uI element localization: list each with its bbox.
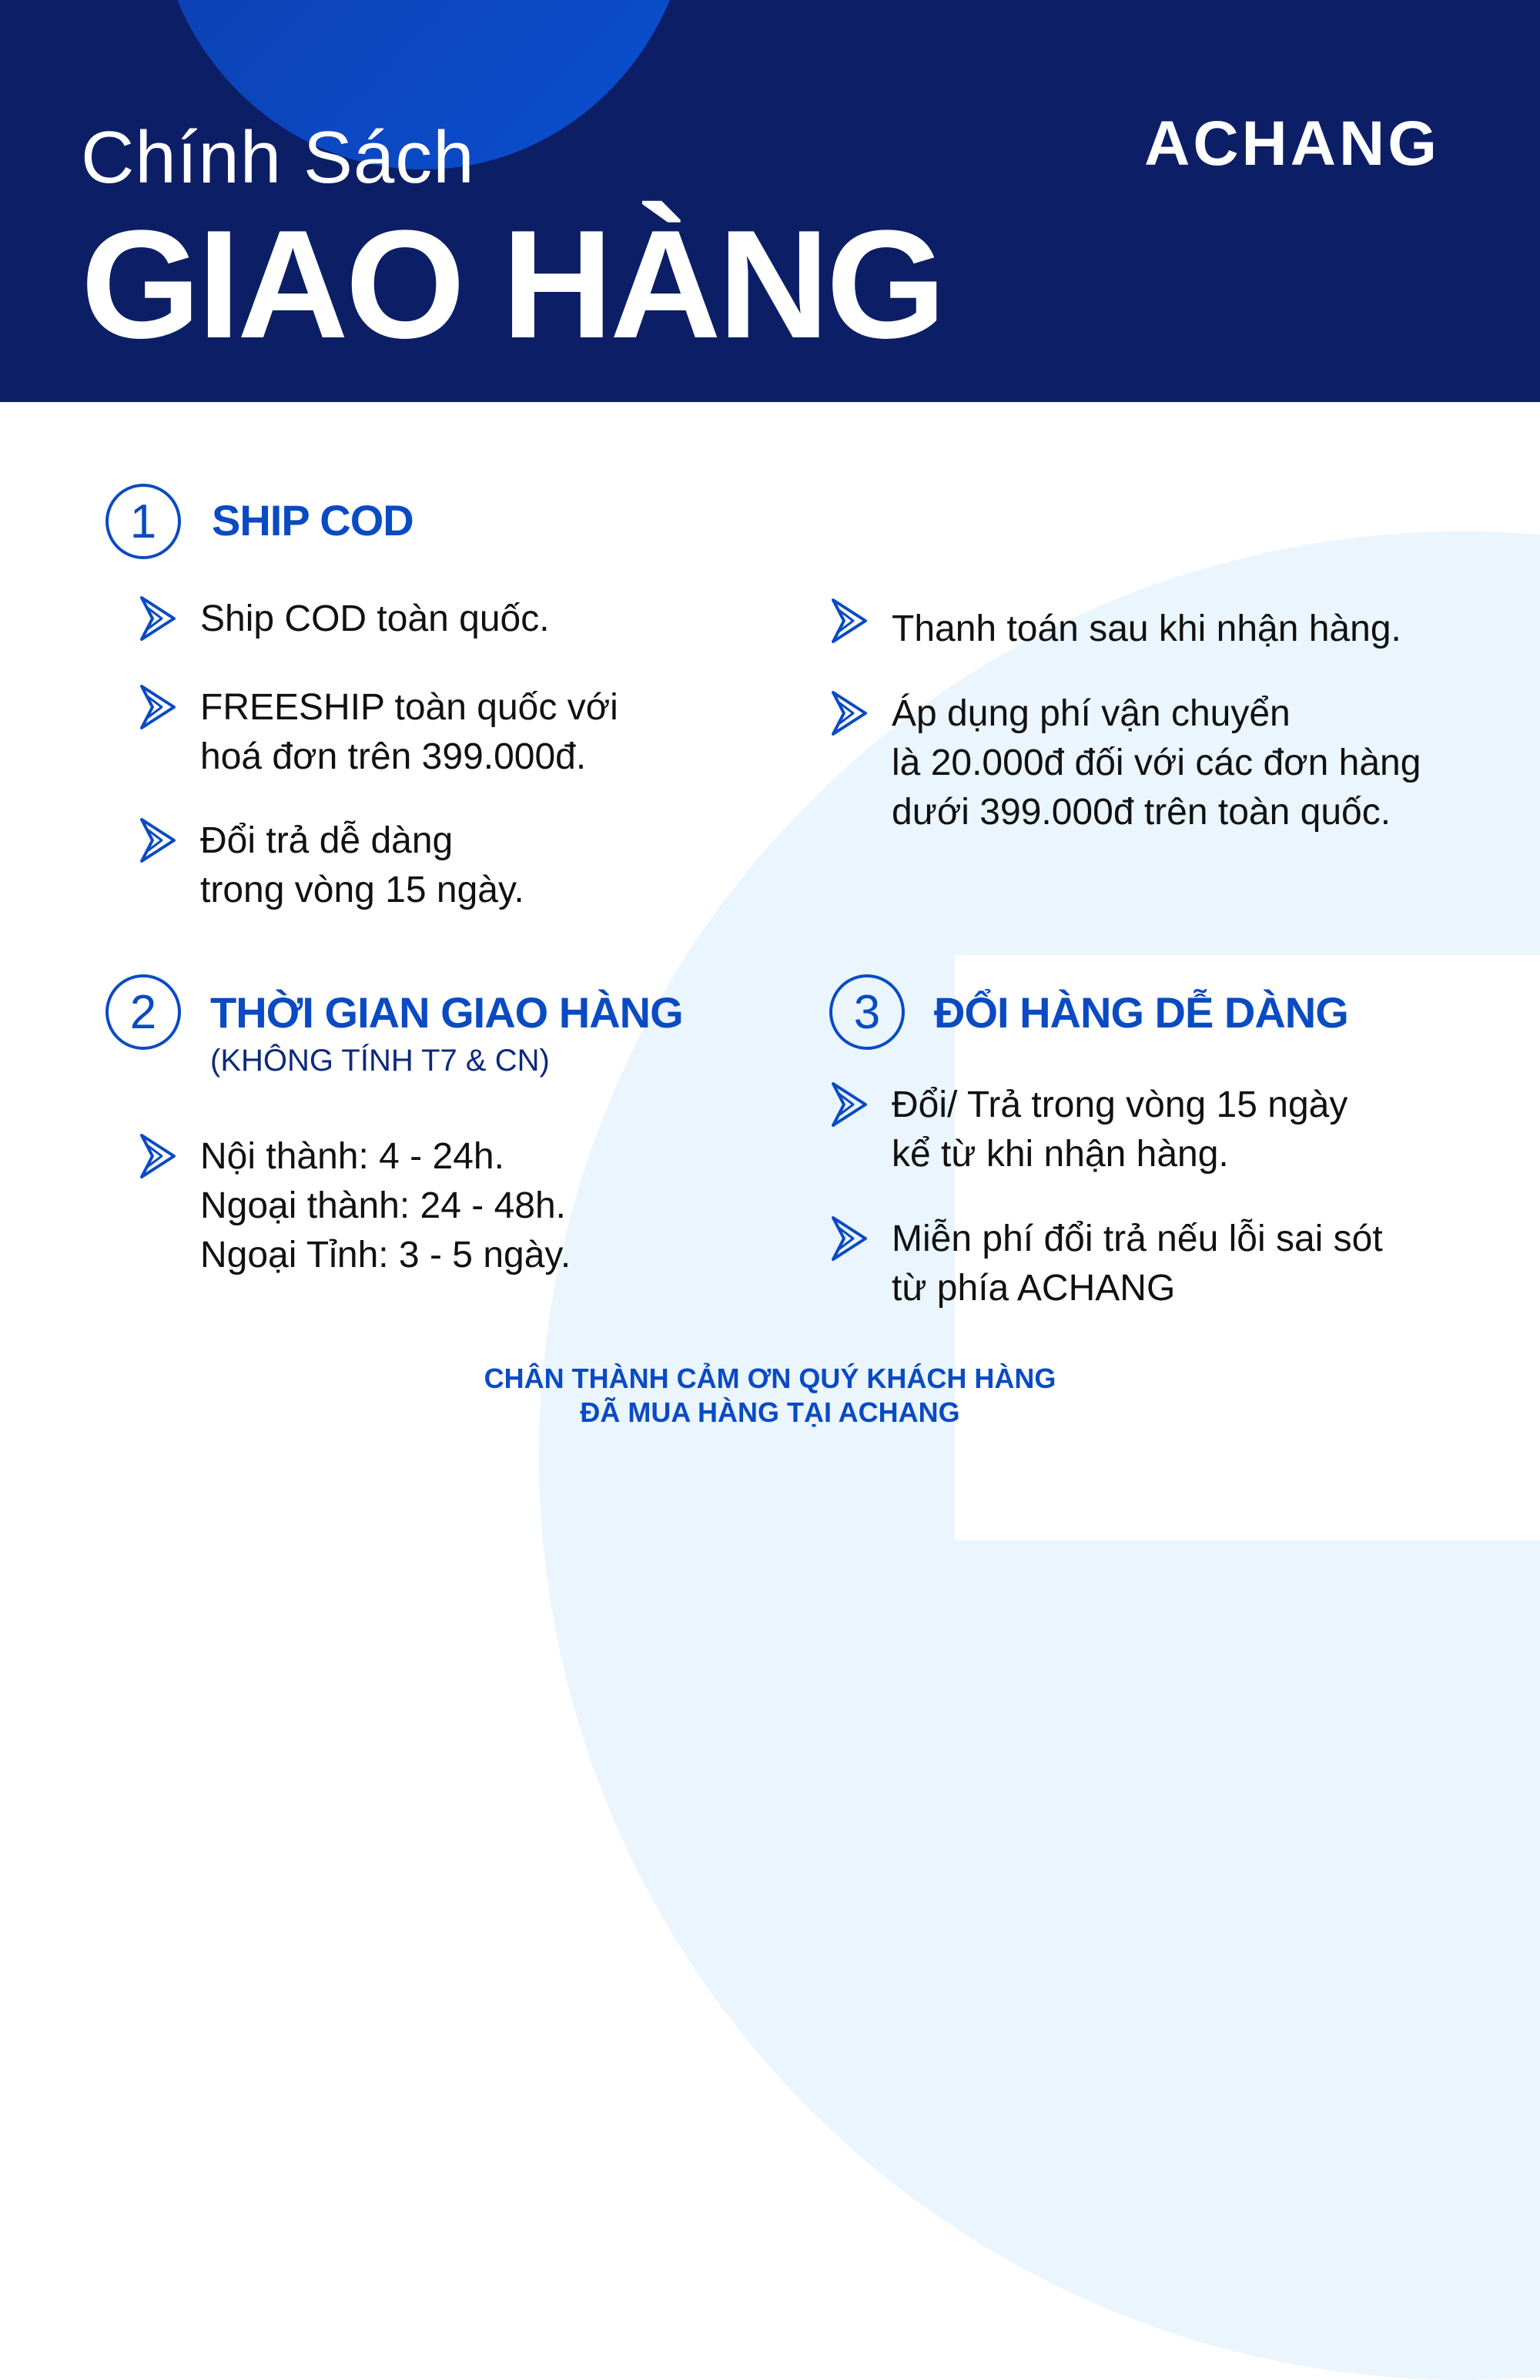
item-text: Đổi/ Trả trong vòng 15 ngày kể từ khi nhận hàng. bbox=[892, 1084, 1348, 1175]
double-chevron-arrow-icon bbox=[139, 595, 177, 642]
list-item bbox=[830, 1215, 1383, 1313]
list-item bbox=[830, 597, 1401, 654]
section-number-1: 1 bbox=[105, 484, 181, 559]
section-subtitle: (KHÔNG TÍNH T7 & CN) bbox=[210, 1044, 550, 1078]
double-chevron-arrow-icon bbox=[830, 689, 869, 737]
double-chevron-arrow-icon bbox=[830, 1081, 869, 1128]
item-text: Áp dụng phí vận chuyển là 20.000đ đối với các đơn hàng dưới 399.000đ trên toàn quốc. bbox=[892, 693, 1421, 833]
footer-line-1: CHÂN THÀNH CẢM ƠN QUÝ KHÁCH HÀNG bbox=[484, 1363, 1056, 1394]
double-chevron-arrow-icon bbox=[139, 683, 177, 731]
list-item bbox=[139, 683, 618, 782]
section-title-delivery-time: THỜI GIAN GIAO HÀNG bbox=[210, 988, 683, 1037]
title-small: Chính Sách bbox=[81, 116, 475, 199]
footer-line-2: ĐÃ MUA HÀNG TẠI ACHANG bbox=[580, 1396, 960, 1428]
section-title-exchange: ĐỔI HÀNG DỄ DÀNG bbox=[934, 988, 1348, 1037]
page-title: GIAO HÀNG bbox=[81, 199, 943, 370]
list-item bbox=[830, 689, 1421, 837]
footer-thanks bbox=[0, 1362, 1540, 1430]
section-number-3: 3 bbox=[829, 974, 905, 1050]
header-banner bbox=[0, 0, 1540, 402]
item-text: Đổi trả dễ dàng trong vòng 15 ngày. bbox=[200, 820, 524, 910]
double-chevron-arrow-icon bbox=[139, 816, 177, 864]
item-text: Nội thành: 4 - 24h. Ngoại thành: 24 - 48h. Ngoại Tỉnh: 3 - 5 ngày. bbox=[200, 1136, 571, 1275]
list-item bbox=[139, 816, 524, 915]
double-chevron-arrow-icon bbox=[139, 1132, 177, 1180]
double-chevron-arrow-icon bbox=[830, 1215, 869, 1262]
double-chevron-arrow-icon bbox=[830, 597, 869, 645]
item-text: Thanh toán sau khi nhận hàng. bbox=[892, 608, 1401, 649]
item-text: Ship COD toàn quốc. bbox=[200, 598, 550, 639]
item-text: Miễn phí đổi trả nếu lỗi sai sót từ phía ACHANG bbox=[892, 1218, 1383, 1309]
section-title-ship-cod: SHIP COD bbox=[212, 496, 413, 545]
list-item bbox=[139, 1132, 571, 1280]
list-item bbox=[830, 1081, 1348, 1179]
list-item bbox=[139, 595, 550, 644]
section-number-2: 2 bbox=[105, 974, 181, 1050]
item-text: FREESHIP toàn quốc với hoá đơn trên 399.000đ. bbox=[200, 687, 618, 777]
brand-logo: ACHANG bbox=[1144, 109, 1440, 179]
